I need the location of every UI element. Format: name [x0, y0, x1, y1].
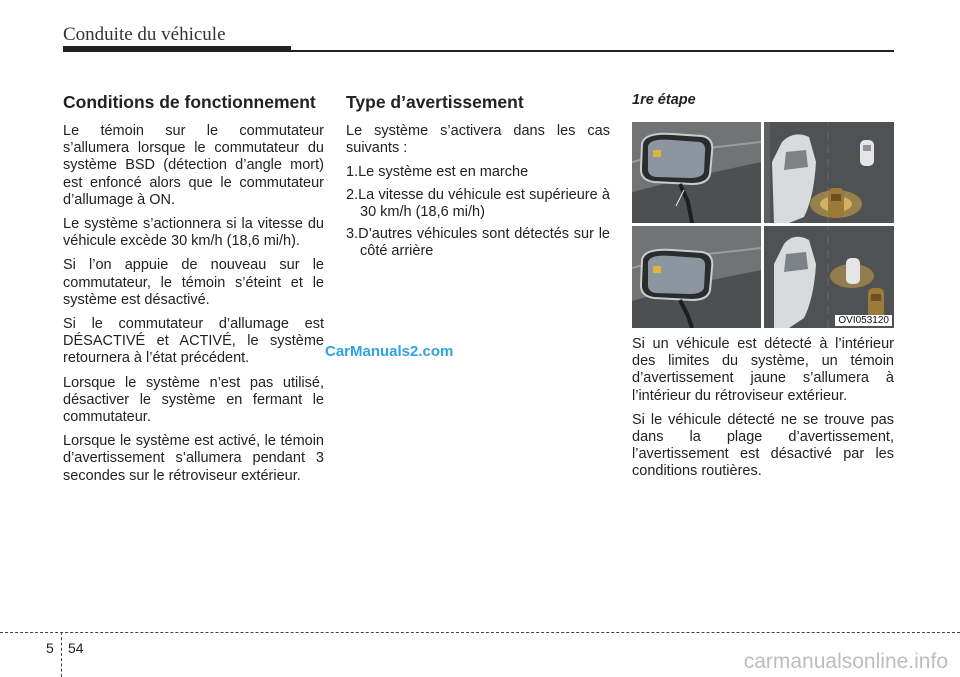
footer-divider: [61, 632, 62, 677]
footer-rule: [0, 632, 960, 633]
mirror-illustration-top: [632, 122, 761, 223]
figure-code: OVI053120: [835, 315, 892, 326]
section-heading-warning-type: Type d’avertissement: [346, 92, 524, 112]
running-header: Conduite du véhicule: [63, 24, 226, 45]
paragraph: Si le véhicule détecté ne se trouve pas dans la plage d’avertissement, l’avertissement est désactivé par les conditions routières.: [632, 411, 894, 480]
step-title: 1re étape: [632, 92, 696, 108]
page-number: 54: [68, 640, 84, 656]
paragraph: Si un véhicule est détecté à l’intérieur des limites du système, un témoin d’avertissement jaune s’allumera à l’intérieur du rétroviseur extérieur.: [632, 336, 894, 404]
list-item: 1.Le système est en marche: [346, 164, 529, 181]
section-heading-conditions: Conditions de fonctionnement: [63, 92, 316, 112]
paragraph: Le système s’actionnera si la vitesse du véhicule excède 30 km/h (18,6 mi/h).: [63, 216, 324, 250]
header-rule: [63, 50, 894, 52]
paragraph: Si l’on appuie de nouveau sur le commutateur, le témoin s’éteint et le système est désactivé.: [63, 257, 324, 308]
top-view-illustration-bottom: [764, 226, 894, 328]
following-vehicle: [860, 140, 874, 166]
paragraph: Si le commutateur d’allumage est DÉSACTIVÉ et ACTIVÉ, le système retournera à l’état précédent.: [63, 316, 324, 367]
detected-vehicle: [828, 188, 844, 218]
list-item: 2.La vitesse du véhicule est supérieure à 30 km/h (18,6 mi/h): [346, 186, 610, 220]
top-view-illustration-top: [764, 122, 894, 223]
watermark-link[interactable]: CarManuals2.com: [325, 343, 454, 360]
mirror-illustration-bottom: [632, 226, 761, 328]
list-item: 3.D’autres véhicules sont détectés sur le côté arrière: [346, 226, 610, 260]
chapter-number: 5: [46, 640, 54, 656]
paragraph: Lorsque le système est activé, le témoin d’avertissement s’allumera pendant 3 secondes sur le rétroviseur extérieur.: [63, 433, 324, 484]
site-credit-link[interactable]: carmanualsonline.info: [743, 650, 948, 673]
paragraph: Le témoin sur le commutateur s’allumera lorsque le commutateur du système BSD (détection d’angle mort) est enfoncé alors que le commutateur d’allumage à ON.: [63, 123, 324, 208]
conditions-list: [346, 164, 610, 260]
column-conditions: [63, 92, 324, 492]
warning-light-icon: [653, 266, 661, 273]
warning-light-icon: [653, 150, 661, 157]
intro-paragraph: Le système s’activera dans les cas suivants :: [346, 123, 610, 157]
column-warning-type: [346, 92, 610, 265]
paragraph: Lorsque le système n’est pas utilisé, désactiver le système en fermant le commutateur.: [63, 374, 324, 426]
bsd-illustration: [632, 122, 894, 328]
